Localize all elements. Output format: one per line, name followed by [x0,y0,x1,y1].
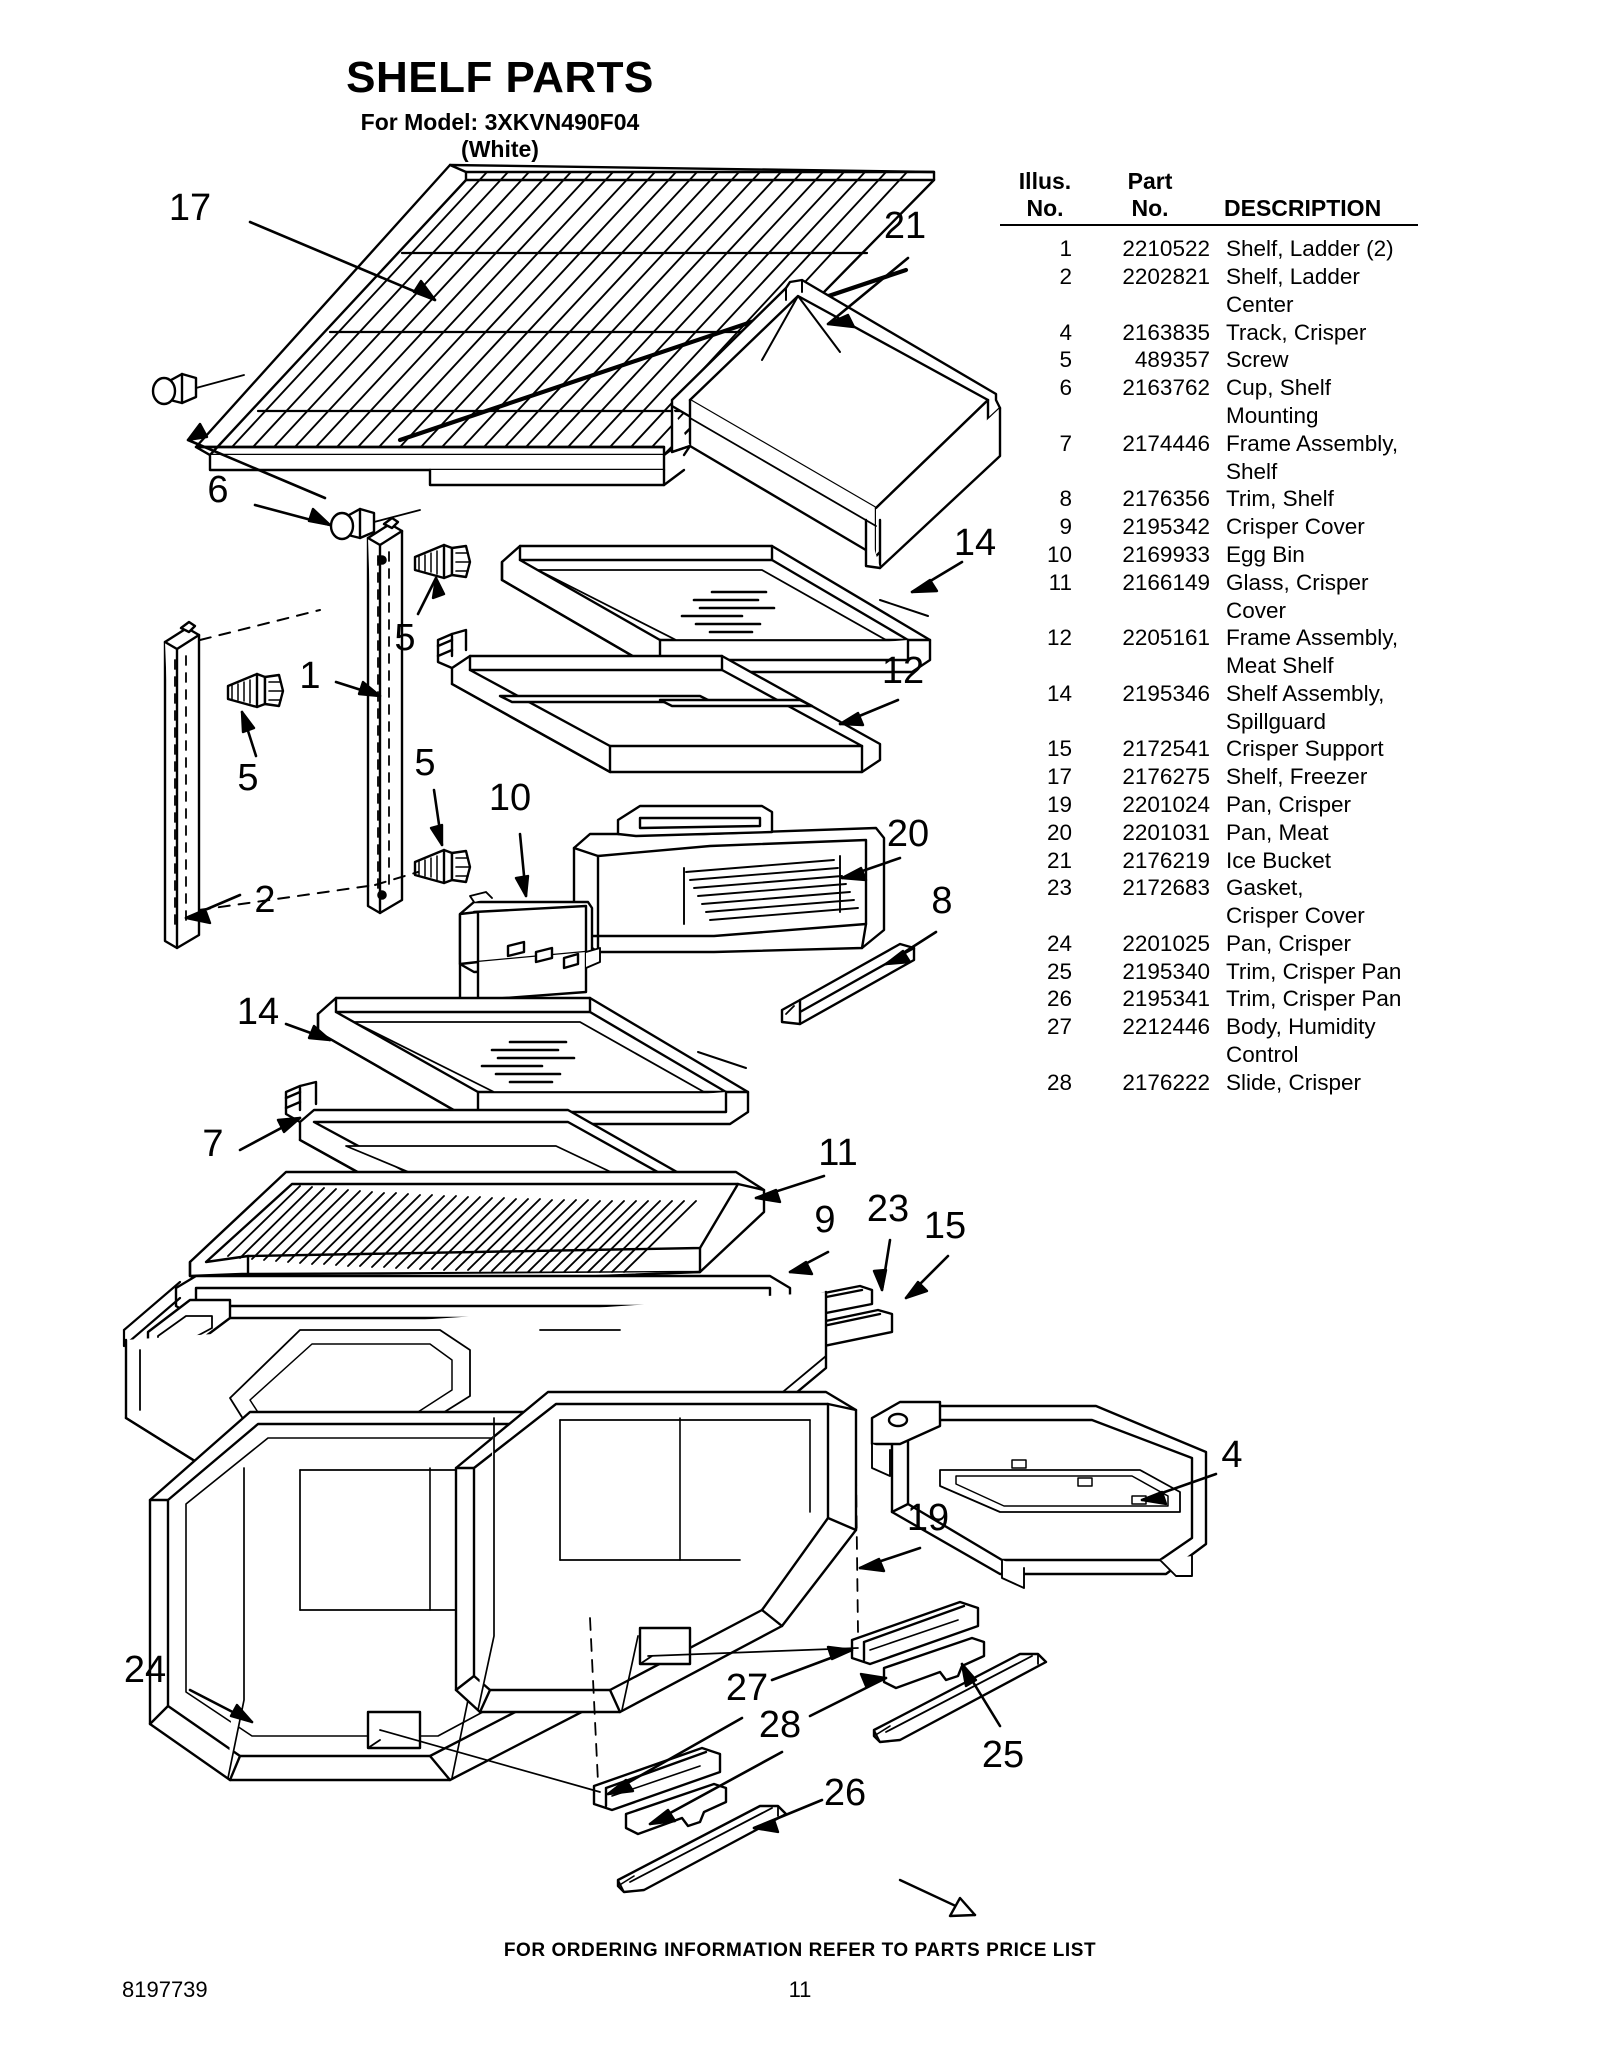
cell-part-no: 2212446 [1122,1014,1210,1040]
callout-label-7: 7 [202,1123,224,1166]
part-14b-spillguard-shelf-graphic [318,998,748,1124]
cell-description: Frame Assembly, Shelf [1210,430,1450,486]
cell-illus-no: 24 [1046,930,1072,956]
cell-description: Trim, Shelf [1226,486,1334,512]
cell-illus-no: 2 [1059,264,1072,290]
callout-5b-leader [242,712,256,756]
cell-part-no: 2202821 [1122,264,1210,290]
cell-part-no: 489357 [1134,347,1210,373]
header-illus-line1: Illus. [1018,168,1072,194]
cell-description: Cup, Shelf Mounting [1210,374,1450,430]
cell-description-continued: Crisper Cover [1226,903,1365,929]
footer-page-number: 11 [788,1977,812,2002]
footer-arrow [900,1880,975,1916]
header-illus-line2: No. [1026,194,1064,221]
callout-label-27: 27 [725,1667,769,1710]
cell-description: Trim, Crisper Pan [1226,958,1402,984]
cell-description: Glass, Crisper Cover [1210,569,1450,625]
cell-part-no: 2210522 [1122,236,1210,262]
cell-description: Pan, Meat [1226,819,1329,845]
cell-description: Gasket, Crisper Cover [1210,874,1450,930]
cell-part-no: 2176275 [1122,764,1210,790]
callout-label-5a: 5 [394,617,416,660]
cell-part-no: 2201024 [1122,791,1210,817]
callout-label-20: 20 [886,813,930,856]
cell-illus-no: 25 [1046,958,1072,984]
callout-12-leader [840,700,898,725]
cell-illus-no: 9 [1059,514,1072,540]
callout-label-28: 28 [758,1704,802,1747]
cell-description-continued: Center [1226,291,1294,317]
callout-label-5c: 5 [414,742,436,785]
callout-label-23: 23 [866,1188,910,1231]
cell-illus-no: 5 [1059,347,1072,373]
callout-label-4: 4 [1221,1434,1243,1477]
callout-9-leader [790,1252,828,1274]
cell-description: Pan, Crisper [1226,791,1352,817]
cell-illus-no: 6 [1059,375,1072,401]
cell-part-no: 2201031 [1122,819,1210,845]
cell-description: Crisper Support [1226,736,1384,762]
callout-7-leader [240,1118,300,1150]
cell-description-continued: Mounting [1226,403,1319,429]
cell-part-no: 2174446 [1122,430,1210,456]
callout-15-leader [906,1256,948,1298]
cell-description: Shelf, Freezer [1226,764,1368,790]
cell-illus-no: 19 [1046,791,1072,817]
callout-label-12: 12 [881,650,925,693]
part-2-ladder-center-graphic [165,622,199,948]
cell-description-continued: Shelf [1226,458,1278,484]
callout-label-15: 15 [923,1205,967,1248]
cell-illus-no: 15 [1046,736,1072,762]
cell-description: Slide, Crisper [1226,1069,1362,1095]
cell-description: Pan, Crisper [1226,930,1352,956]
callout-label-14b: 14 [236,991,280,1034]
cell-illus-no: 20 [1046,819,1072,845]
cell-part-no: 2163835 [1122,319,1210,345]
callout-label-1: 1 [299,655,321,698]
cell-description: Screw [1226,347,1289,373]
cell-description-continued: Control [1226,1042,1299,1067]
callout-label-21: 21 [883,205,927,248]
cell-description: Ice Bucket [1226,847,1332,873]
header-description-label: DESCRIPTION [1224,194,1382,221]
callout-5a-leader [418,578,444,614]
cell-part-no: 2172683 [1122,875,1210,901]
cell-part-no: 2176356 [1122,486,1210,512]
callout-label-25: 25 [981,1734,1025,1777]
cell-part-no: 2195346 [1122,680,1210,706]
callout-5c-leader [431,790,442,845]
cell-illus-no: 10 [1046,541,1072,567]
cell-description: Body, Humidity Control [1210,1013,1450,1069]
footer-note: FOR ORDERING INFORMATION REFER TO PARTS PRICE LIST [503,1940,1097,1961]
callout-label-11: 11 [818,1132,858,1175]
part-19-crisper-pan-graphic [456,1392,856,1712]
cell-illus-no: 1 [1059,236,1072,262]
cell-part-no: 2201025 [1122,930,1210,956]
callout-label-6: 6 [207,469,229,512]
cell-illus-no: 7 [1059,430,1072,456]
callout-label-8: 8 [931,880,953,923]
callout-17-leader [250,222,435,300]
callout-19-leader [860,1548,920,1571]
cell-description: Track, Crisper [1226,319,1367,345]
callout-label-10: 10 [488,777,532,820]
cell-description: Shelf, Ladder Center [1210,263,1450,319]
callout-label-24: 24 [123,1649,167,1692]
callout-10-leader [516,834,528,896]
cell-description-continued: Cover [1226,597,1287,623]
cell-description-continued: Spillguard [1226,708,1327,734]
cell-description: Frame Assembly, Meat Shelf [1210,624,1450,680]
cell-description: Shelf Assembly, Spillguard [1210,680,1450,736]
cell-part-no: 2166149 [1122,569,1210,595]
cell-part-no: 2195342 [1122,514,1210,540]
page-title: SHELF PARTS [346,53,654,102]
part-8-shelf-trim-graphic [782,944,914,1024]
cell-description: Trim, Crisper Pan [1226,986,1402,1012]
callout-label-17: 17 [168,187,212,230]
callout-label-5b: 5 [237,757,259,800]
callout-label-9: 9 [814,1199,836,1242]
header-part-line2: No. [1131,194,1169,221]
cell-illus-no: 17 [1046,764,1072,790]
part-20-meat-pan-graphic [574,806,884,952]
cell-description: Shelf, Ladder (2) [1226,236,1394,262]
cell-illus-no: 28 [1046,1069,1072,1095]
cell-illus-no: 8 [1059,486,1072,512]
cell-part-no: 2205161 [1122,625,1210,651]
cell-description: Crisper Cover [1226,514,1365,540]
cell-part-no: 2176222 [1122,1069,1210,1095]
cell-illus-no: 14 [1046,680,1072,706]
callout-label-26: 26 [823,1772,867,1815]
callout-label-2: 2 [254,879,276,922]
cell-description-continued: Meat Shelf [1226,653,1334,679]
part-1-ladder-shelf-graphic [368,518,402,913]
callout-14a-leader [912,562,962,592]
cell-illus-no: 21 [1046,847,1072,873]
header-part-line1: Part [1127,168,1173,194]
cell-description: Egg Bin [1226,541,1305,567]
callout-label-19: 19 [906,1497,950,1540]
cell-part-no: 2195341 [1122,986,1210,1012]
cell-illus-no: 26 [1046,986,1072,1012]
footer-code: 8197739 [122,1977,208,2002]
cell-illus-no: 27 [1046,1014,1072,1040]
cell-part-no: 2163762 [1122,375,1210,401]
part-10-egg-bin-graphic [460,892,600,1000]
color-line: (White) [461,136,539,163]
part-11-crisper-cover-glass-graphic [190,1172,764,1290]
cell-illus-no: 4 [1059,319,1072,345]
cell-part-no: 2172541 [1122,736,1210,762]
callout-23-leader [874,1240,890,1290]
model-line: For Model: 3XKVN490F04 [360,109,640,136]
callout-label-14a: 14 [953,522,997,565]
cell-part-no: 2169933 [1122,541,1210,567]
cell-part-no: 2176219 [1122,847,1210,873]
cell-illus-no: 23 [1046,875,1072,901]
cell-illus-no: 12 [1046,625,1072,651]
cell-illus-no: 11 [1048,569,1072,595]
cell-part-no: 2195340 [1122,958,1210,984]
